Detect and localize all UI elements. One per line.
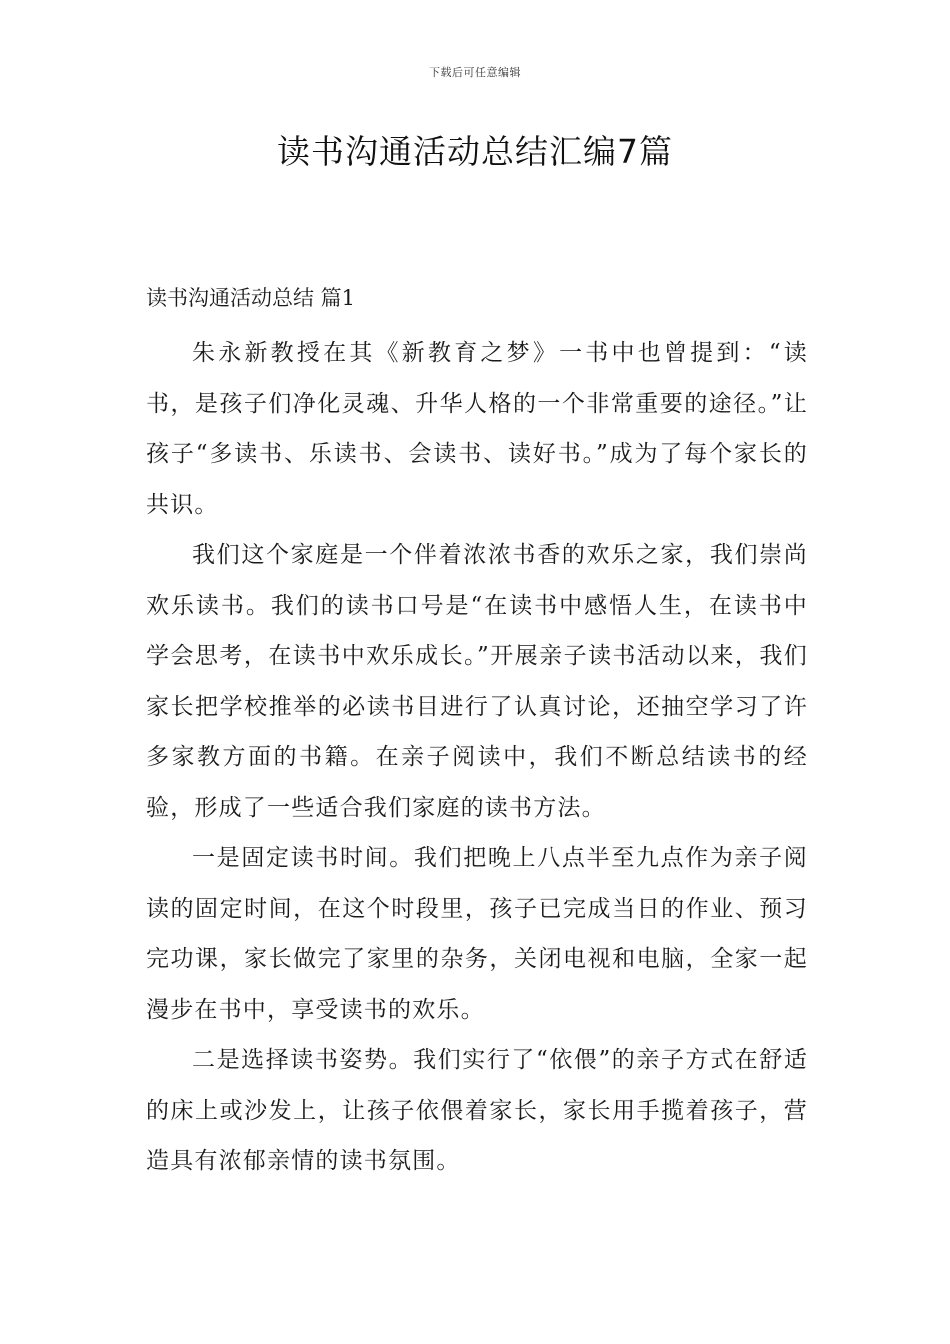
section-heading: 读书沟通活动总结 篇1 — [146, 286, 356, 310]
paragraph-1: 朱永新教授在其《新教育之梦》一书中也曾提到：“读书，是孩子们净化灵魂、升华人格的一个非常重要的途径。”让孩子“多读书、乐读书、会读书、读好书。”成为了每个家长的共识。 — [146, 340, 808, 518]
paragraph-2: 我们这个家庭是一个伴着浓浓书香的欢乐之家，我们崇尚欢乐读书。我们的读书口号是“在读书中感悟人生，在读书中学会思考，在读书中欢乐成长。”开展亲子读书活动以来，我们家长把学校推举的必读书目进行了认真讨论，还抽空学习了许多家教方面的书籍。在亲子阅读中，我们不断总结读书的经验，形成了一些适合我们家庭的读书方法。 — [146, 542, 808, 821]
document-title: 读书沟通活动总结汇编7篇 — [277, 132, 673, 171]
paragraph-3: 一是固定读书时间。我们把晚上八点半至九点作为亲子阅读的固定时间，在这个时段里，孩子已完成当日的作业、预习完功课，家长做完了家里的杂务，关闭电视和电脑，全家一起漫步在书中，享受读书的欢乐。 — [146, 845, 808, 1023]
paragraph-4: 二是选择读书姿势。我们实行了“依偎”的亲子方式在舒适的床上或沙发上，让孩子依偎着家长，家长用手揽着孩子，营造具有浓郁亲情的读书氛围。 — [146, 1047, 808, 1174]
header-note: 下载后可任意编辑 — [429, 66, 521, 79]
body-text — [146, 328, 808, 1187]
